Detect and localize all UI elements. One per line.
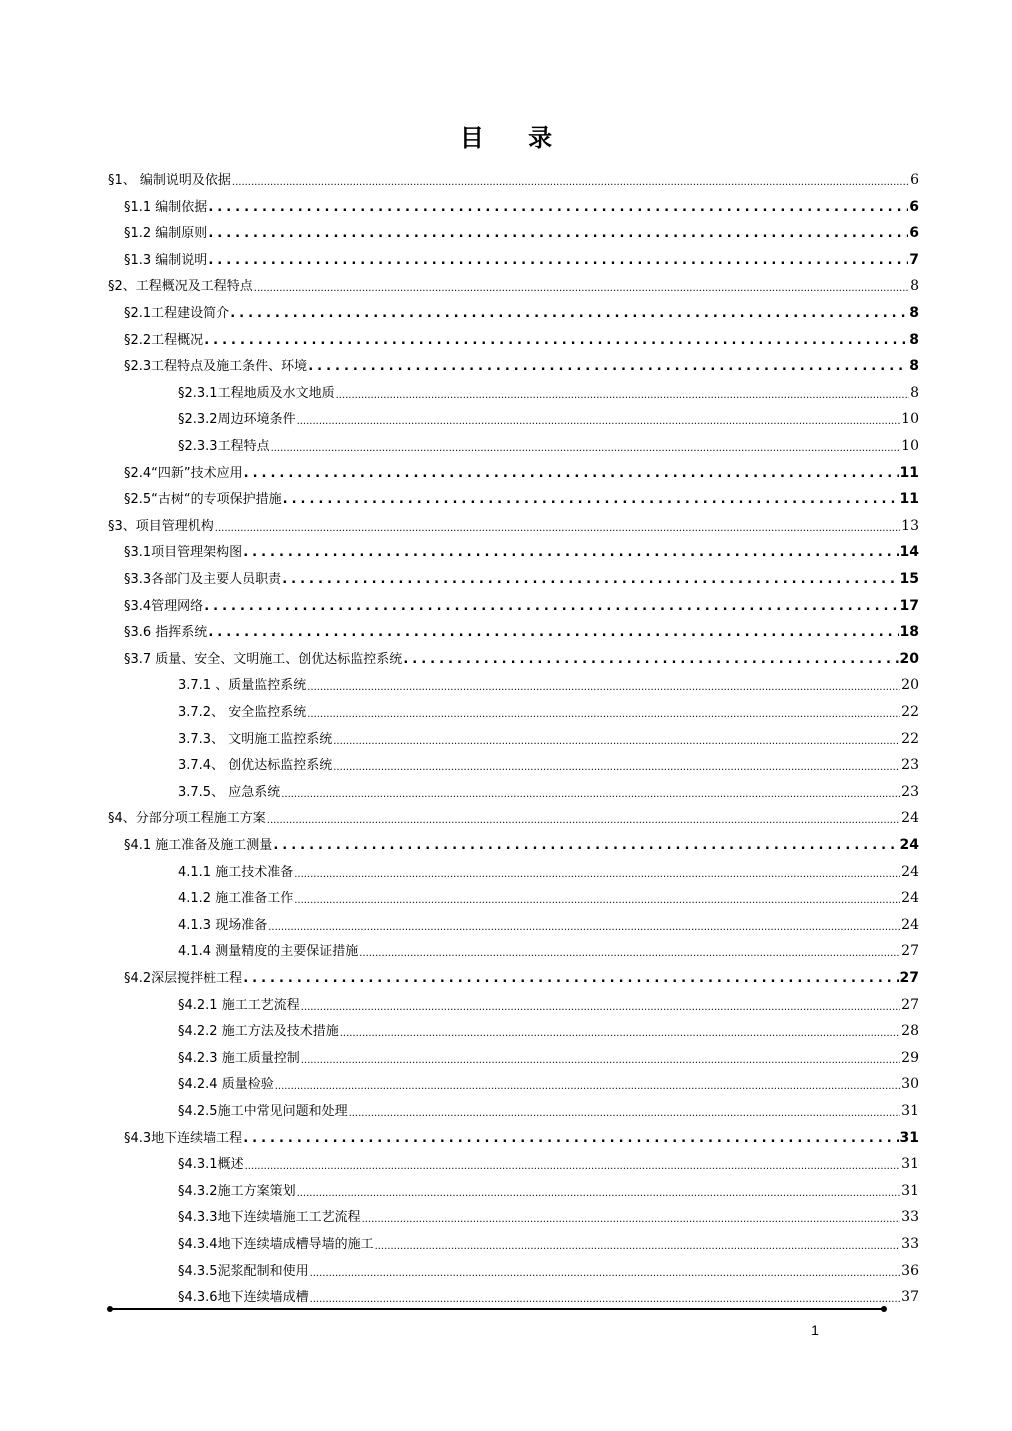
toc-leader-dots [336, 383, 910, 401]
toc-entry-page: 18 [899, 624, 919, 641]
toc-entry-label: §2.2工程概况 [124, 332, 204, 348]
toc-leader-dots [232, 170, 909, 188]
toc-entry-page: 29 [901, 1049, 919, 1066]
toc-entry-label: §2.5“古树“的专项保护措施 [124, 492, 282, 508]
toc-entry-label: 3.7.4、 创优达标监控系统 [178, 758, 333, 774]
toc-entry-page: 24 [901, 863, 919, 880]
toc-entry-label: §2.4“四新”技术应用 [124, 465, 243, 481]
toc-entry-label: §1.3 编制说明 [124, 252, 208, 268]
toc-entry[interactable] [124, 590, 919, 614]
toc-leader-dots [268, 915, 900, 933]
toc-entry[interactable] [178, 1228, 919, 1252]
toc-leader-dots [301, 1048, 900, 1066]
toc-entry-page: 6 [910, 172, 919, 188]
toc-entry[interactable] [124, 962, 919, 986]
toc-leader-dots [254, 276, 909, 294]
toc-entry-label: §4.2.5施工中常见问题和处理 [178, 1104, 348, 1119]
toc-entry-page: 10 [901, 411, 919, 428]
toc-entry[interactable] [178, 1281, 919, 1305]
toc-entry-label: §2.1工程建设简介 [124, 306, 230, 321]
toc-entry-label: §4.3.6地下连续墙成槽 [178, 1290, 309, 1306]
toc-entry[interactable] [124, 563, 919, 587]
toc-entry-page: 22 [901, 730, 919, 747]
toc-leader-dots [349, 1101, 901, 1119]
toc-entry[interactable] [178, 1175, 919, 1199]
toc-entry[interactable] [178, 776, 919, 800]
toc-entry-label: §3.4管理网络 [124, 598, 204, 614]
toc-entry-label: §3.3各部门及主要人员职责 [124, 572, 282, 587]
toc-entry-page: 8 [909, 358, 919, 375]
toc-leader-dots [244, 463, 899, 481]
toc-entry-label: §3.6 指挥系统 [124, 625, 208, 641]
toc-entry[interactable] [124, 483, 919, 507]
toc-entry[interactable] [124, 643, 919, 667]
toc-leader-dots [230, 303, 908, 321]
toc-entry[interactable] [178, 430, 919, 454]
toc-leader-dots [359, 941, 900, 959]
toc-entry[interactable] [178, 1068, 919, 1092]
toc-leader-dots [275, 1074, 900, 1092]
toc-entry[interactable] [178, 1201, 919, 1225]
toc-entry-label: §4.2.4 质量检验 [178, 1077, 274, 1093]
toc-entry-page: 37 [901, 1289, 919, 1306]
toc-entry-page: 28 [901, 1023, 919, 1040]
toc-entry-page: 27 [901, 943, 919, 960]
toc-entry-label: 4.1.4 测量精度的主要保证措施 [178, 944, 359, 960]
toc-entry[interactable] [178, 749, 919, 773]
toc-entry-page: 11 [899, 464, 919, 481]
toc-entry[interactable] [124, 1122, 919, 1146]
toc-entry-page: 20 [899, 650, 919, 667]
toc-leader-dots [308, 356, 908, 374]
toc-entry-label: §4.3.1概述 [178, 1157, 244, 1173]
toc-entry-label: §4.3.2施工方案策划 [178, 1183, 296, 1199]
toc-entry[interactable] [108, 164, 919, 188]
toc-entry-page: 8 [910, 278, 919, 295]
toc-entry-label: §4.3地下连续墙工程 [124, 1130, 243, 1146]
toc-entry-label: §4.2.1 施工工艺流程 [178, 997, 300, 1013]
toc-leader-dots [310, 1261, 901, 1279]
toc-entry[interactable] [178, 723, 919, 747]
toc-entry-page: 23 [901, 757, 919, 774]
toc-entry[interactable] [124, 616, 919, 640]
toc-entry-page: 31 [901, 1103, 919, 1119]
toc-entry[interactable] [124, 244, 919, 268]
toc-entry-label: 3.7.1 、质量监控系统 [178, 678, 307, 694]
toc-entry-page: 7 [909, 251, 919, 268]
toc-leader-dots [243, 1128, 898, 1146]
toc-entry[interactable] [108, 802, 919, 826]
toc-entry[interactable] [178, 882, 919, 906]
toc-entry[interactable] [178, 403, 919, 427]
toc-entry-label: 4.1.1 施工技术准备 [178, 864, 294, 880]
toc-entry-page: 8 [910, 384, 919, 401]
toc-leader-dots [307, 675, 900, 693]
toc-entry[interactable] [178, 989, 919, 1013]
toc-leader-dots [340, 1021, 900, 1039]
toc-leader-dots [333, 755, 900, 773]
toc-entry-label: §4.2深层搅拌桩工程 [124, 971, 243, 986]
toc-leader-dots [267, 808, 900, 826]
toc-entry-label: 4.1.3 现场准备 [178, 917, 268, 933]
toc-entry-page: 14 [899, 544, 919, 561]
toc-entry-label: §4.3.5泥浆配制和使用 [178, 1263, 309, 1279]
toc-entry-page: 24 [901, 890, 919, 907]
toc-entry-page: 31 [899, 1129, 919, 1146]
toc-entry[interactable] [178, 935, 919, 959]
toc-entry[interactable] [178, 1015, 919, 1039]
toc-entry-label: §4.2.2 施工方法及技术措施 [178, 1024, 339, 1040]
toc-entry-page: 15 [899, 571, 919, 587]
toc-leader-dots [333, 729, 900, 747]
toc-leader-dots [301, 995, 900, 1013]
toc-entry[interactable] [178, 1255, 919, 1279]
toc-entry-label: §2.3.1工程地质及水文地质 [178, 385, 335, 401]
toc-leader-dots [243, 968, 898, 986]
toc-entry-page: 31 [901, 1156, 919, 1173]
toc-leader-dots [362, 1207, 901, 1225]
toc-entry[interactable] [124, 297, 919, 321]
toc-entry-page: 10 [901, 438, 919, 454]
toc-entry[interactable] [178, 1095, 919, 1119]
toc-entry[interactable] [124, 191, 919, 215]
toc-entry[interactable] [124, 536, 919, 560]
toc-leader-dots [294, 888, 900, 906]
toc-entry-label: §3、项目管理机构 [108, 518, 214, 534]
toc-entry-page: 31 [901, 1182, 919, 1199]
toc-entry-label: §2.3.3工程特点 [178, 439, 270, 454]
toc-entry-page: 20 [901, 677, 919, 694]
toc-entry-label: §3.7 质量、安全、文明施工、创优达标监控系统 [124, 651, 403, 667]
toc-entry[interactable] [108, 270, 919, 294]
toc-entry-page: 24 [899, 837, 919, 853]
toc-entry-label: 3.7.5、 应急系统 [178, 784, 281, 800]
toc-leader-dots [403, 649, 898, 667]
footer-divider [110, 1308, 884, 1310]
toc-entry-page: 6 [909, 225, 919, 242]
toc-entry-label: §1.1 编制依据 [124, 199, 208, 215]
toc-entry-page: 27 [901, 996, 919, 1013]
toc-entry-label: §4.1 施工准备及施工测量 [124, 838, 273, 853]
toc-entry[interactable] [124, 457, 919, 481]
toc-entry[interactable] [178, 696, 919, 720]
toc-leader-dots [297, 1181, 901, 1199]
toc-leader-dots [375, 1234, 901, 1252]
page-title: 目 录 [459, 124, 571, 152]
toc-entry-page: 33 [901, 1209, 919, 1226]
toc-leader-dots [273, 835, 898, 853]
toc-entry-page: 8 [909, 331, 919, 348]
toc-entry-page: 24 [901, 916, 919, 933]
toc-entry-label: §1、 编制说明及依据 [108, 173, 231, 188]
page-number: 1 [811, 1322, 819, 1338]
toc-leader-dots [297, 409, 901, 427]
toc-leader-dots [243, 542, 898, 560]
toc-leader-dots [307, 702, 900, 720]
toc-entry[interactable] [108, 510, 919, 534]
toc-leader-dots [294, 862, 900, 880]
toc-entry-page: 33 [901, 1236, 919, 1252]
toc-entry[interactable] [124, 324, 919, 348]
toc-leader-dots [208, 223, 908, 241]
toc-leader-dots [208, 622, 898, 640]
toc-entry-label: §4.3.3地下连续墙施工工艺流程 [178, 1210, 361, 1226]
toc-entry-label: 4.1.2 施工准备工作 [178, 891, 294, 907]
toc-entry[interactable] [178, 1042, 919, 1066]
toc-entry-page: 30 [901, 1076, 919, 1093]
toc-entry[interactable] [124, 217, 919, 241]
toc-entry-page: 24 [901, 810, 919, 827]
toc-entry-label: §4.3.4地下连续墙成槽导墙的施工 [178, 1237, 374, 1252]
toc-entry-label: 3.7.2、 安全监控系统 [178, 705, 307, 720]
toc-entry-page: 11 [899, 491, 919, 508]
toc-leader-dots [281, 782, 900, 800]
toc-leader-dots [208, 197, 908, 215]
toc-leader-dots [215, 516, 900, 534]
toc-entry-page: 6 [909, 198, 919, 215]
toc-entry-label: §2、工程概况及工程特点 [108, 279, 253, 295]
toc-leader-dots [204, 330, 908, 348]
toc-entry-page: 27 [899, 970, 919, 986]
toc-entry-page: 17 [899, 597, 919, 614]
toc-entry[interactable] [178, 669, 919, 693]
toc-entry-label: §3.1项目管理架构图 [124, 545, 243, 561]
toc-entry-page: 22 [901, 704, 919, 720]
toc-leader-dots [245, 1154, 901, 1172]
toc-entry-label: §2.3.2周边环境条件 [178, 412, 296, 428]
toc-leader-dots [283, 489, 899, 507]
toc-entry-label: 3.7.3、 文明施工监控系统 [178, 731, 333, 747]
toc-entry-label: §4.2.3 施工质量控制 [178, 1050, 300, 1066]
toc-entry[interactable] [178, 909, 919, 933]
toc-entry-label: §2.3工程特点及施工条件、环境 [124, 359, 308, 375]
toc-entry[interactable] [178, 856, 919, 880]
toc-entry[interactable] [178, 377, 919, 401]
toc-leader-dots [271, 436, 901, 454]
toc-leader-dots [282, 569, 898, 587]
toc-entry[interactable] [124, 829, 919, 853]
toc-entry[interactable] [178, 1148, 919, 1172]
toc-entry-page: 13 [901, 517, 919, 534]
toc-entry-page: 8 [909, 305, 919, 321]
toc-entry-page: 36 [901, 1262, 919, 1279]
toc-entry-label: §1.2 编制原则 [124, 226, 208, 242]
toc-leader-dots [204, 596, 898, 614]
toc-entry[interactable] [124, 350, 919, 374]
toc-leader-dots [310, 1287, 901, 1305]
toc-entry-label: §4、分部分项工程施工方案 [108, 811, 266, 827]
toc-entry-page: 23 [901, 783, 919, 800]
toc-leader-dots [208, 250, 908, 268]
